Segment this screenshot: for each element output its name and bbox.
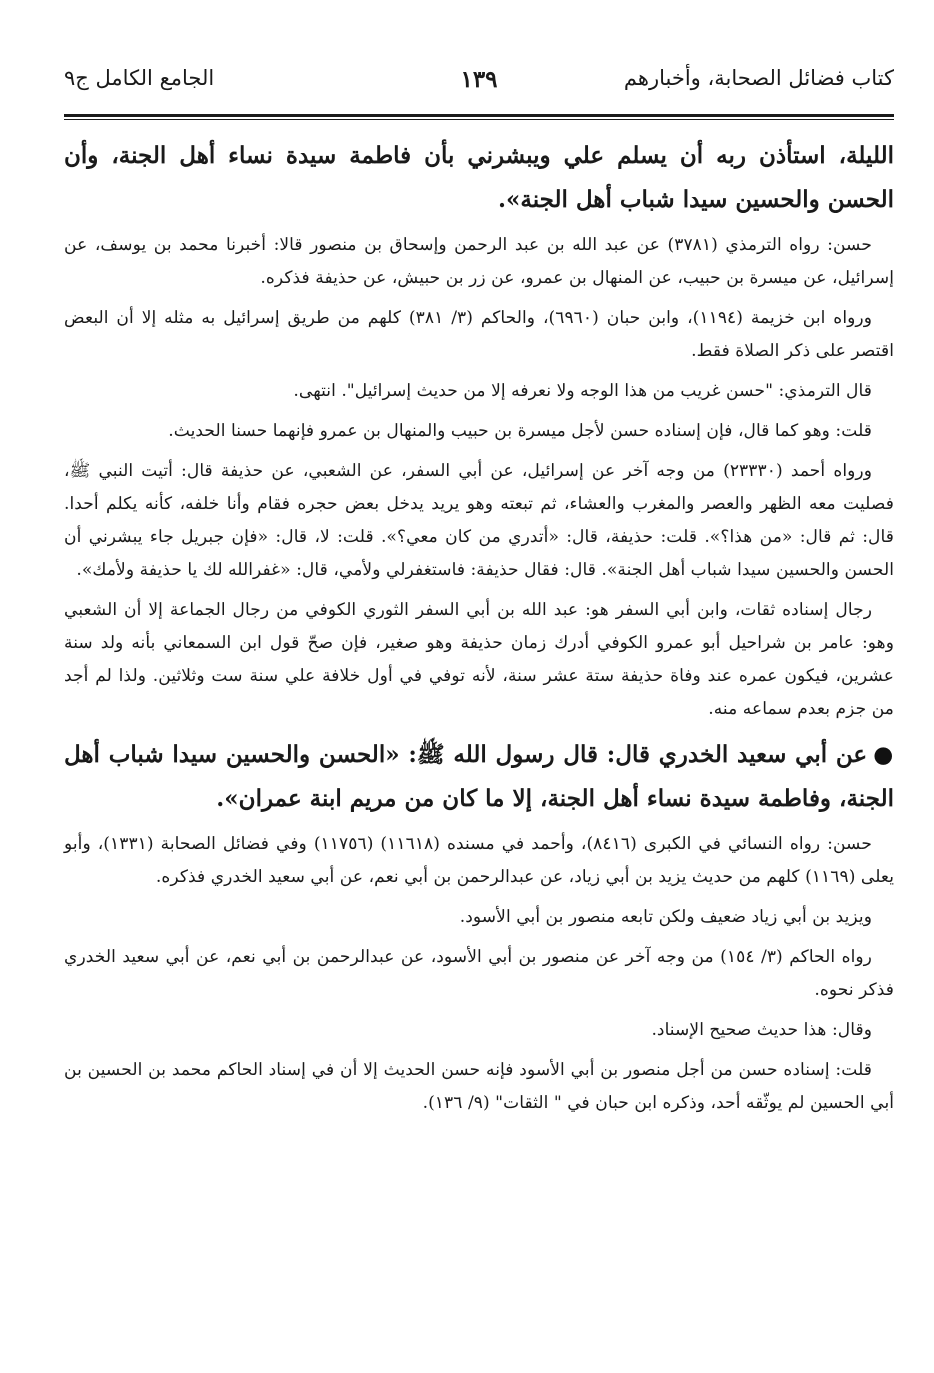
commentary-paragraph: حسن: رواه الترمذي (٣٧٨١) عن عبد الله بن عبد الرحمن وإسحاق بن منصور قالا: أخبرنا محمد بن يوسف، عن إسرائيل، عن ميسرة بن حبيب، عن المنهال بن عمرو، عن زر بن حبيش، عن حذيفة فذكره. xyxy=(64,235,894,288)
commentary-paragraph: قال الترمذي: "حسن غريب من هذا الوجه ولا نعرفه إلا من حديث إسرائيل". انتهى. xyxy=(293,381,872,401)
header-rule xyxy=(64,114,894,117)
commentary-paragraph: ورواه ابن خزيمة (١١٩٤)، وابن حبان (٦٩٦٠)، والحاكم (٣/ ٣٨١) كلهم من طريق إسرائيل به مثله إلا أن البعض اقتصر على ذكر الصلاة فقط. xyxy=(64,308,894,361)
hadith-text: عن أبي سعيد الخدري قال: قال رسول الله ﷺ: «الحسن والحسين سيدا شباب أهل الجنة، وفاطمة سيدة نساء أهل الجنة، إلا ما كان من مريم ابنة عمران». xyxy=(64,741,894,812)
hadith-text: الليلة، استأذن ربه أن يسلم علي ويبشرني بأن فاطمة سيدة نساء أهل الجنة، وأن الحسن والحسين سيدا شباب أهل الجنة». xyxy=(64,142,894,213)
page-number: ١٣٩ xyxy=(460,66,498,93)
commentary-paragraph: رواه الحاكم (٣/ ١٥٤) من وجه آخر عن منصور بن أبي الأسود، عن عبدالرحمن بن أبي نعم، عن أبي سعيد الخدري فذكر نحوه. xyxy=(64,947,894,1000)
bullet-icon: ● xyxy=(873,741,894,768)
commentary-paragraph: ورواه أحمد (٢٣٣٣٠) من وجه آخر عن إسرائيل، عن أبي السفر، عن الشعبي، عن حذيفة قال: أتيت النبي ﷺ، فصليت معه الظهر والعصر والمغرب والعشاء، ثم تبعته وهو يريد يدخل بعض حجره فقام وأنا خلفه، كأنه يكلم أحدا. قال: ثم قال: «من هذا؟». قلت: حذيفة، قال: «أتدري من كان معي؟». قلت: لا، قال: «فإن جبريل جاء يبشرني أن الحسن والحسين سيدا شباب أهل الجنة». قال: فقال حذيفة: فاستغفرلي ولأمي، قال: «غفرالله لك يا حذيفة ولأمك». xyxy=(64,461,894,580)
commentary-paragraph: حسن: رواه النسائي في الكبرى (٨٤١٦)، وأحمد في مسنده (١١٦١٨) (١١٧٥٦) وفي فضائل الصحابة (١٣٣١)، وأبو يعلى (١١٦٩) كلهم من حديث يزيد بن أبي زياد، عن عبدالرحمن بن أبي نعم، عن أبي سعيد الخدري فذكره. xyxy=(64,834,894,887)
header-rule-thin xyxy=(64,119,894,120)
commentary-paragraph: رجال إسناده ثقات، وابن أبي السفر هو: عبد الله بن أبي السفر الثوري الكوفي من رجال الجماعة إلا أن الشعبي وهو: عامر بن شراحيل أبو عمرو الكوفي أدرك زمان حذيفة وهو صغير، فإن صحّ قول ابن السمعاني بأنه ولد سنة عشرين، فيكون عمره عند وفاة حذيفة ستة عشر سنة، لأنه توفي في أول خلافة علي سنة ست وثلاثين. ولذا لم أجد من جزم بعدم سماعه منه. xyxy=(64,600,894,719)
commentary-paragraph: قلت: وهو كما قال، فإن إسناده حسن لأجل ميسرة بن حبيب والمنهال بن عمرو فإنهما حسنا الحديث. xyxy=(168,421,872,441)
book-page xyxy=(64,58,894,1127)
book-title: كتاب فضائل الصحابة، وأخبارهم xyxy=(623,66,894,90)
page-body xyxy=(64,134,894,1120)
running-header xyxy=(64,58,894,108)
series-title: الجامع الكامل ج٩ xyxy=(64,66,215,90)
hadith-entry xyxy=(64,733,894,821)
commentary-paragraph: وقال: هذا حديث صحيح الإسناد. xyxy=(651,1020,872,1040)
commentary-paragraph: ويزيد بن أبي زياد ضعيف ولكن تابعه منصور بن أبي الأسود. xyxy=(459,907,872,927)
commentary-paragraph: قلت: إسناده حسن من أجل منصور بن أبي الأسود فإنه حسن الحديث إلا أن في إسناد الحاكم محمد بن الحسين بن أبي الحسين لم يوثّقه أحد، وذكره ابن حبان في " الثقات" (٩/ ١٣٦). xyxy=(64,1060,894,1113)
